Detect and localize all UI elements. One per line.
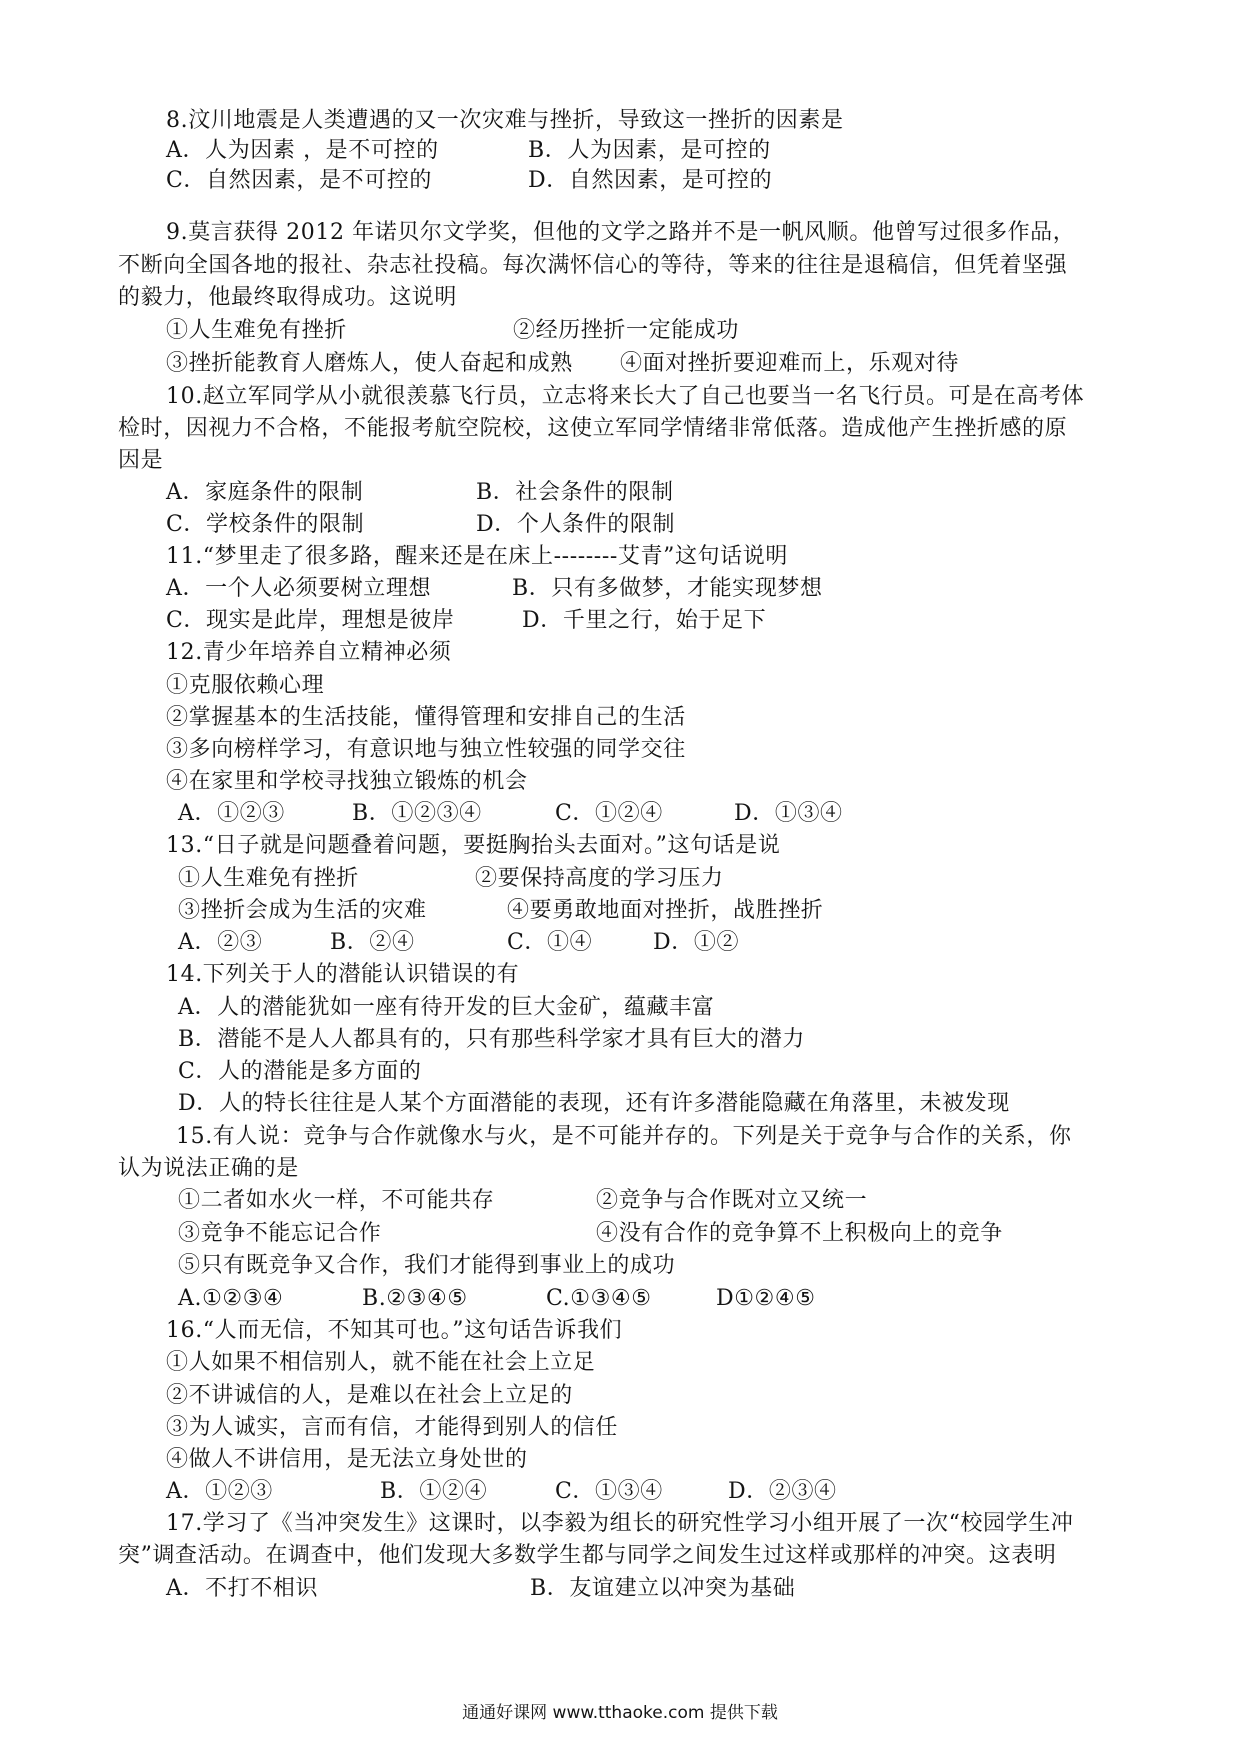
q14-option-d: D．人的特长往往是人某个方面潜能的表现，还有许多潜能隐藏在角落里，未被发现 <box>178 1091 1010 1116</box>
q13-item-4: ④要勇敢地面对挫折，战胜挫折 <box>507 898 824 923</box>
q15-option-b: B.②③④⑤ <box>362 1286 468 1311</box>
q15-option-c: C.①③④⑤ <box>546 1286 652 1311</box>
q17-option-b: B．友谊建立以冲突为基础 <box>530 1576 796 1601</box>
q12-item-4: ④在家里和学校寻找独立锻炼的机会 <box>166 769 528 794</box>
q9-item-2: ②经历挫折一定能成功 <box>513 318 740 343</box>
question-17-stem: 17.学习了《当冲突发生》这课时，以李毅为组长的研究性学习小组开展了一次“校园学生冲 <box>166 1511 1074 1536</box>
q13-item-3: ③挫折会成为生活的灾难 <box>178 898 427 923</box>
q10-option-d: D．个人条件的限制 <box>476 512 676 537</box>
q16-option-a: A．①②③ <box>166 1479 273 1504</box>
q9-item-4: ④面对挫折要迎难而上，乐观对待 <box>620 351 960 376</box>
q8-option-b: B．人为因素，是可控的 <box>528 138 771 163</box>
q15-option-d: D①②④⑤ <box>716 1286 816 1311</box>
q9-item-1: ①人生难免有挫折 <box>166 318 347 343</box>
q16-item-2: ②不讲诚信的人，是难以在社会上立足的 <box>166 1383 573 1408</box>
q16-option-d: D．②③④ <box>728 1479 837 1504</box>
q12-option-a: A．①②③ <box>178 801 285 826</box>
q12-option-d: D．①③④ <box>734 801 843 826</box>
q15-item-3: ③竞争不能忘记合作 <box>178 1221 382 1246</box>
question-10-stem: 因是 <box>118 448 164 473</box>
q15-item-1: ①二者如水火一样，不可能共存 <box>178 1188 495 1213</box>
q17-option-a: A．不打不相识 <box>166 1576 319 1601</box>
q16-item-4: ④做人不讲信用，是无法立身处世的 <box>166 1447 528 1472</box>
q16-option-c: C．①③④ <box>555 1479 663 1504</box>
question-16-stem: 16.“人而无信，不知其可也。”这句话告诉我们 <box>166 1318 623 1343</box>
q14-option-a: A．人的潜能犹如一座有待开发的巨大金矿，蕴藏丰富 <box>178 995 715 1020</box>
question-14-stem: 14.下列关于人的潜能认识错误的有 <box>166 962 520 987</box>
q11-option-d: D．千里之行，始于足下 <box>522 608 767 633</box>
q8-option-a: A．人为因素 ，是不可控的 <box>166 138 439 163</box>
q12-item-1: ①克服依赖心理 <box>166 673 325 698</box>
q16-option-b: B．①②④ <box>380 1479 488 1504</box>
question-9-stem: 的毅力，他最终取得成功。这说明 <box>118 285 458 310</box>
q15-item-5: ⑤只有既竞争又合作，我们才能得到事业上的成功 <box>178 1253 676 1278</box>
q11-option-c: C．现实是此岸，理想是彼岸 <box>166 608 455 633</box>
q13-option-d: D．①② <box>653 930 740 955</box>
q12-option-b: B．①②③④ <box>352 801 482 826</box>
q15-option-a: A.①②③④ <box>178 1286 284 1311</box>
q13-item-1: ①人生难免有挫折 <box>178 866 359 891</box>
question-12-stem: 12.青少年培养自立精神必须 <box>166 640 452 665</box>
q12-option-c: C．①②④ <box>555 801 663 826</box>
question-11-stem: 11.“梦里走了很多路，醒来还是在床上--------艾青”这句话说明 <box>166 544 788 569</box>
q16-item-1: ①人如果不相信别人，就不能在社会上立足 <box>166 1350 596 1375</box>
question-15-stem: 认为说法正确的是 <box>118 1156 299 1181</box>
q8-option-d: D．自然因素，是可控的 <box>528 168 773 193</box>
question-17-stem: 突”调查活动。在调查中，他们发现大多数学生都与同学之间发生过这样或那样的冲突。这表明 <box>118 1543 1057 1568</box>
q10-option-b: B．社会条件的限制 <box>476 480 674 505</box>
q11-option-a: A．一个人必须要树立理想 <box>166 576 432 601</box>
q14-option-b: B．潜能不是人人都具有的，只有那些科学家才具有巨大的潜力 <box>178 1027 805 1052</box>
q13-item-2: ②要保持高度的学习压力 <box>475 866 724 891</box>
q13-option-c: C．①④ <box>507 930 593 955</box>
q10-option-a: A．家庭条件的限制 <box>166 480 364 505</box>
footer-credit: 通通好课网 www.tthaoke.com 提供下载 <box>462 1703 778 1723</box>
q9-item-3: ③挫折能教育人磨炼人，使人奋起和成熟 <box>166 351 573 376</box>
question-15-stem: 15.有人说：竞争与合作就像水与火，是不可能并存的。下列是关于竞争与合作的关系，你 <box>176 1124 1072 1149</box>
question-9-stem: 9.莫言获得 2012 年诺贝尔文学奖，但他的文学之路并不是一帆风顺。他曾写过很多作品， <box>166 220 1076 245</box>
q14-option-c: C．人的潜能是多方面的 <box>178 1059 422 1084</box>
q11-option-b: B．只有多做梦，才能实现梦想 <box>512 576 823 601</box>
q12-item-3: ③多向榜样学习，有意识地与独立性较强的同学交往 <box>166 737 686 762</box>
q13-option-a: A．②③ <box>178 930 263 955</box>
question-13-stem: 13.“日子就是问题叠着问题，要挺胸抬头去面对。”这句话是说 <box>166 833 781 858</box>
question-8-stem: 8.汶川地震是人类遭遇的又一次灾难与挫折，导致这一挫折的因素是 <box>166 108 844 133</box>
q10-option-c: C．学校条件的限制 <box>166 512 365 537</box>
q15-item-4: ④没有合作的竞争算不上积极向上的竞争 <box>596 1221 1003 1246</box>
q15-item-2: ②竞争与合作既对立又统一 <box>596 1188 868 1213</box>
q13-option-b: B．②④ <box>330 930 415 955</box>
question-9-stem: 不断向全国各地的报社、杂志社投稿。每次满怀信心的等待，等来的往往是退稿信，但凭着坚强 <box>118 253 1068 278</box>
q16-item-3: ③为人诚实，言而有信，才能得到别人的信任 <box>166 1415 619 1440</box>
q12-item-2: ②掌握基本的生活技能，懂得管理和安排自己的生活 <box>166 705 686 730</box>
question-10-stem: 检时，因视力不合格，不能报考航空院校，这使立军同学情绪非常低落。造成他产生挫折感的原 <box>118 416 1068 441</box>
q8-option-c: C．自然因素，是不可控的 <box>166 168 433 193</box>
question-10-stem: 10.赵立军同学从小就很羡慕飞行员，立志将来长大了自己也要当一名飞行员。可是在高考体 <box>166 384 1085 409</box>
